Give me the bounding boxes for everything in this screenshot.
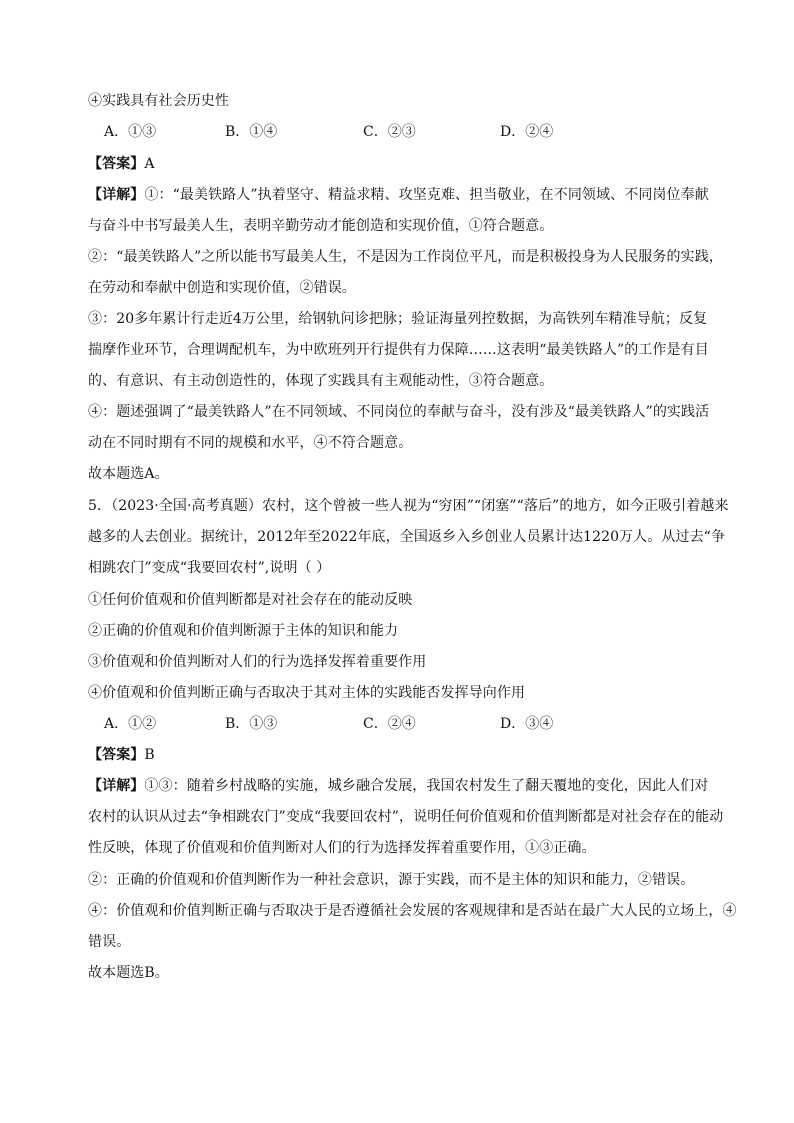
q5-detail-line: 性反映，体现了价值观和价值判断对人们的行为选择发挥着重要作用，①③正确。 — [88, 840, 596, 856]
q5-stem-line: 越多的人去创业。据统计，2012年至2022年底，全国返乡入乡创业人员累计达1220万人。从过去“争 — [88, 529, 726, 545]
q5-stem-line: 相跳农门”变成“我要回农村”,说明（ ） — [88, 560, 331, 576]
q4-answer — [88, 154, 155, 174]
q4-detail-line: 的、有意识、有主动创造性的，体现了实践具有主观能动性，③符合题意。 — [88, 373, 554, 389]
q5-choice-d: D．③④ — [500, 716, 554, 732]
q4-answer-label: 【答案】 — [88, 156, 145, 172]
q4-detail-line: 【详解】①：“最美铁路人”执着坚守、精益求精、攻坚克难、担当敬业，在不同领域、不同岗位奉献 — [88, 187, 709, 203]
q5-detail-line: 农村的认识从过去“争相跳农门”变成“我要回农村”，说明任何价值观和价值判断都是对社会存在的能动 — [88, 809, 724, 825]
q5-option-1: ①任何价值观和价值判断都是对社会存在的能动反映 — [88, 592, 413, 608]
q4-detail-line: 动在不同时期有不同的规模和水平，④不符合题意。 — [88, 435, 413, 451]
q4-choice-d: D．②④ — [500, 124, 554, 140]
q5-choice-c: C．②④ — [363, 716, 416, 732]
q5-detail-line: ②：正确的价值观和价值判断作为一种社会意识，源于实践，而不是主体的知识和能力，②错误。 — [88, 872, 695, 888]
q5-choice-b: B．①③ — [225, 716, 278, 732]
q5-stem-line: 5．（2023·全国·高考真题）农村，这个曾被一些人视为“穷困”“闭塞”“落后”的地方，如今正吸引着越来 — [88, 498, 729, 514]
q5-answer-label: 【答案】 — [88, 747, 145, 763]
q4-detail-line: 与奋斗中书写最美人生，表明辛勤劳动才能创造和实现价值，①符合题意。 — [88, 218, 554, 234]
q4-detail-line: ②：“最美铁路人”之所以能书写最美人生，不是因为工作岗位平凡，而是积极投身为人民服务的实践， — [88, 249, 723, 265]
q4-detail-label: 【详解】 — [88, 187, 145, 203]
q5-option-2: ②正确的价值观和价值判断源于主体的知识和能力 — [88, 623, 399, 639]
q5-conclusion: 故本题选B。 — [88, 965, 169, 981]
q4-choice-c: C．②③ — [363, 124, 416, 140]
q5-choice-a: A．①② — [104, 716, 157, 732]
q4-detail-line: ③：20多年累计行走近4万公里，给钢轨问诊把脉；验证海量列控数据，为高铁列车精准导航；反复 — [88, 311, 708, 327]
q5-detail-line: 错误。 — [88, 934, 131, 950]
q4-conclusion: 故本题选A。 — [88, 466, 169, 482]
q4-detail-line: ④：题述强调了“最美铁路人”在不同领域、不同岗位的奉献与奋斗，没有涉及“最美铁路人”的实践活 — [88, 404, 710, 420]
q4-choice-b: B．①④ — [225, 124, 278, 140]
q4-choice-a: A．①③ — [104, 124, 157, 140]
q5-detail-line: 【详解】①③：随着乡村战略的实施，城乡融合发展，我国农村发生了翻天覆地的变化，因此人们对 — [88, 778, 709, 794]
q5-detail-label: 【详解】 — [88, 778, 145, 794]
q4-answer-value: A — [144, 156, 155, 172]
q5-answer — [88, 745, 155, 765]
q4-option-4: ④实践具有社会历史性 — [88, 93, 229, 109]
q5-option-3: ③价值观和价值判断对人们的行为选择发挥着重要作用 — [88, 654, 427, 670]
q5-detail-line: ④：价值观和价值判断正确与否取决于是否遵循社会发展的客观规律和是否站在最广大人民的立场上，④ — [88, 903, 737, 919]
q5-option-4: ④价值观和价值判断正确与否取决于其对主体的实践能否发挥导向作用 — [88, 685, 526, 701]
q4-detail-line: 揣摩作业环节，合理调配机车，为中欧班列开行提供有力保障……这表明“最美铁路人”的工作是有目 — [88, 342, 709, 358]
q5-answer-value: B — [144, 747, 155, 763]
q4-detail-line: 在劳动和奉献中创造和实现价值，②错误。 — [88, 280, 356, 296]
